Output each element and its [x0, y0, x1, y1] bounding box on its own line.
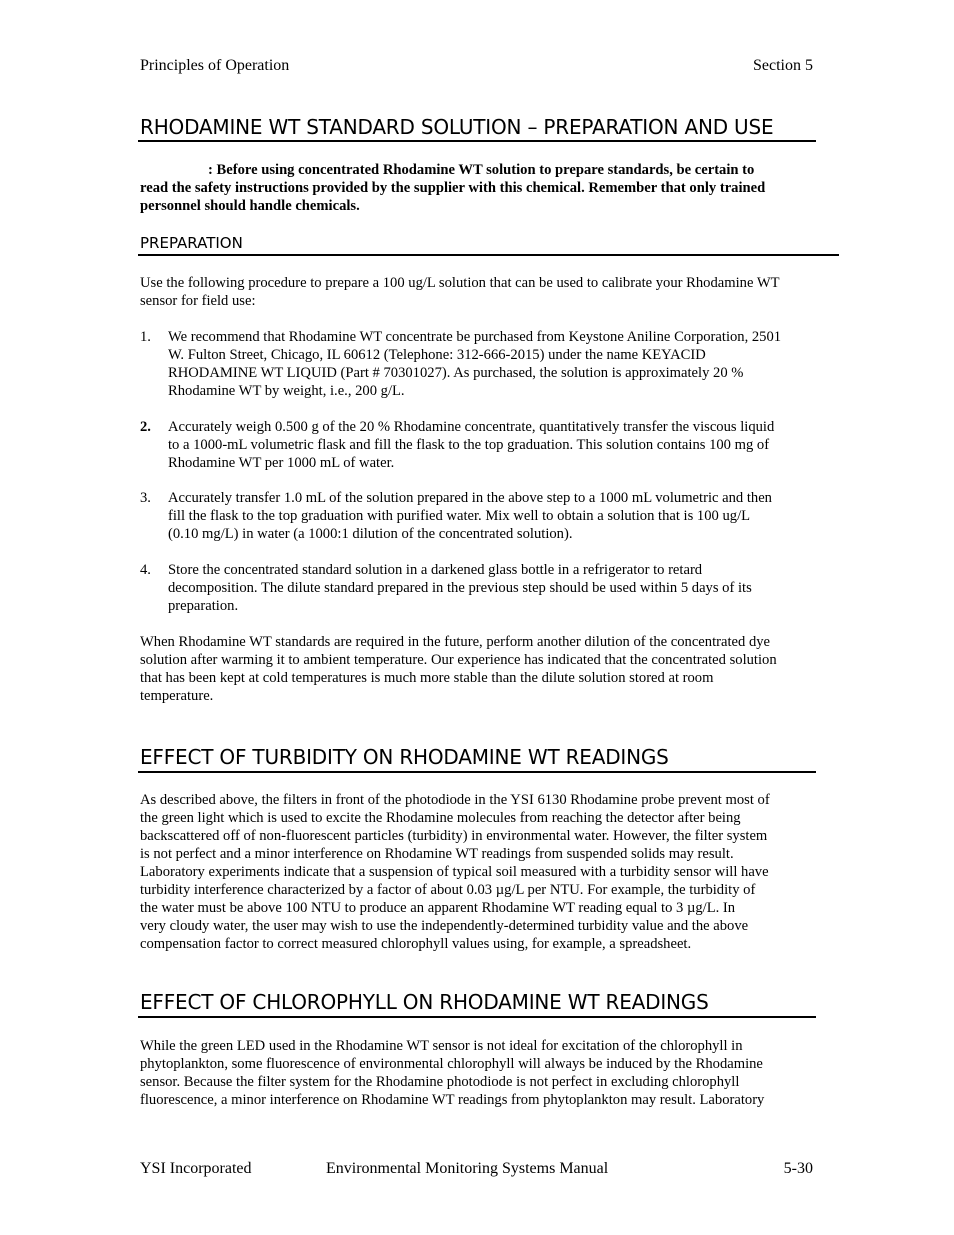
text-line: Use the following procedure to prepare a 100 ug/L solution that can be used to calibrate your Rhodamine WT [140, 275, 780, 291]
footer-center: Environmental Monitoring Systems Manual [326, 1160, 609, 1177]
text-line: When Rhodamine WT standards are required in the future, perform another dilution of the concentrated dye [140, 634, 771, 650]
text-line: W. Fulton Street, Chicago, IL 60612 (Telephone: 312-666-2015) under the name KEYACID [168, 347, 706, 363]
text-line: While the green LED used in the Rhodamine WT sensor is not ideal for excitation of the chlorophyll in [140, 1038, 743, 1054]
header-right: Section 5 [753, 57, 813, 74]
text-line: Rhodamine WT by weight, i.e., 200 g/L. [168, 383, 405, 399]
text-line: phytoplankton, some fluorescence of environmental chlorophyll will always be induced by the Rhodamine [140, 1056, 763, 1072]
text-line: turbidity interference characterized by a factor of about 0.03 µg/L per NTU. For example, the turbidity of [140, 882, 756, 898]
section-title-chlorophyll: EFFECT OF CHLOROPHYLL ON RHODAMINE WT READINGS [140, 990, 709, 1014]
closing-paragraph [140, 633, 816, 705]
text-line: fill the flask to the top graduation with purified water. Mix well to obtain a solution that is 100 ug/L [168, 508, 751, 524]
text-line: Accurately weigh 0.500 g of the 20 % Rhodamine concentrate, quantitatively transfer the viscous liquid [168, 419, 775, 435]
subsection-title-preparation: PREPARATION [140, 234, 243, 252]
text-line: compensation factor to correct measured chlorophyll values using, for example, a spreadsheet. [140, 936, 692, 952]
intro-paragraph [140, 274, 816, 310]
text-line: the green light which is used to excite the Rhodamine molecules from reaching the detector after being [140, 810, 741, 826]
text-line: RHODAMINE WT LIQUID (Part # 70301027). As purchased, the solution is approximately 20 % [168, 365, 744, 381]
step-number: 3. [140, 490, 151, 506]
text-line: sensor for field use: [140, 293, 256, 309]
footer-page-number: 5-30 [783, 1160, 813, 1177]
step-number: 2. [140, 419, 151, 435]
text-line: Accurately transfer 1.0 mL of the solution prepared in the above step to a 1000 mL volumetric and then [168, 490, 772, 506]
text-line: backscattered off of non-fluorescent particles (turbidity) in environmental water. However, the filter system [140, 828, 768, 844]
text-line: temperature. [140, 688, 214, 704]
text-line: fluorescence, a minor interference on Rhodamine WT readings from phytoplankton may result. Laboratory [140, 1092, 765, 1108]
warning-line: : Before using concentrated Rhodamine WT solution to prepare standards, be certain to [208, 162, 755, 178]
section-title-rule [138, 140, 816, 142]
text-line: Laboratory experiments indicate that a suspension of typical soil measured with a turbidity sensor will have [140, 864, 769, 880]
step-number: 4. [140, 562, 151, 578]
section-title-rule [138, 1016, 816, 1018]
text-line: sensor. Because the filter system for the Rhodamine photodiode is not perfect in excluding chlorophyll [140, 1074, 740, 1090]
section-title-rule [138, 771, 816, 773]
text-line: that has been kept at cold temperatures is much more stable than the dilute solution stored at room [140, 670, 714, 686]
warning-line: personnel should handle chemicals. [140, 198, 360, 214]
text-line: Store the concentrated standard solution in a darkened glass bottle in a refrigerator to retard [168, 562, 703, 578]
footer-left: YSI Incorporated [140, 1160, 252, 1177]
section-title-turbidity: EFFECT OF TURBIDITY ON RHODAMINE WT READINGS [140, 745, 669, 769]
text-line: the water must be above 100 NTU to produce an apparent Rhodamine WT reading equal to 3 µg/L. In [140, 900, 736, 916]
text-line: As described above, the filters in front of the photodiode in the YSI 6130 Rhodamine probe prevent most of [140, 792, 770, 808]
header-left: Principles of Operation [140, 57, 290, 74]
text-line: is not perfect and a minor interference on Rhodamine WT readings from suspended solids may result. [140, 846, 734, 862]
text-line: We recommend that Rhodamine WT concentrate be purchased from Keystone Aniline Corporation, 2501 [168, 329, 782, 345]
text-line: (0.10 mg/L) in water (a 1000:1 dilution of the concentrated solution). [168, 526, 573, 542]
step-number: 1. [140, 329, 151, 345]
text-line: to a 1000-mL volumetric flask and fill the flask to the top graduation. This solution contains 100 mg of [168, 437, 770, 453]
turbidity-paragraph [140, 791, 816, 953]
text-line: preparation. [168, 598, 239, 614]
step-text [168, 418, 774, 472]
warning-line: read the safety instructions provided by the supplier with this chemical. Remember that only trained [140, 180, 766, 196]
text-line: decomposition. The dilute standard prepared in the previous step should be used within 5 days of its [168, 580, 752, 596]
text-line: solution after warming it to ambient temperature. Our experience has indicated that the concentrated solution [140, 652, 777, 668]
text-line: Rhodamine WT per 1000 mL of water. [168, 455, 395, 471]
text-line: very cloudy water, the user may wish to use the independently-determined turbidity value and the above [140, 918, 749, 934]
chlorophyll-paragraph [140, 1037, 816, 1109]
step-text [168, 489, 772, 543]
section-title-standard-solution: RHODAMINE WT STANDARD SOLUTION – PREPARATION AND USE [140, 115, 774, 139]
safety-warning [140, 161, 816, 215]
subsection-title-rule [138, 254, 839, 256]
step-text [168, 328, 781, 400]
step-text [168, 561, 752, 615]
